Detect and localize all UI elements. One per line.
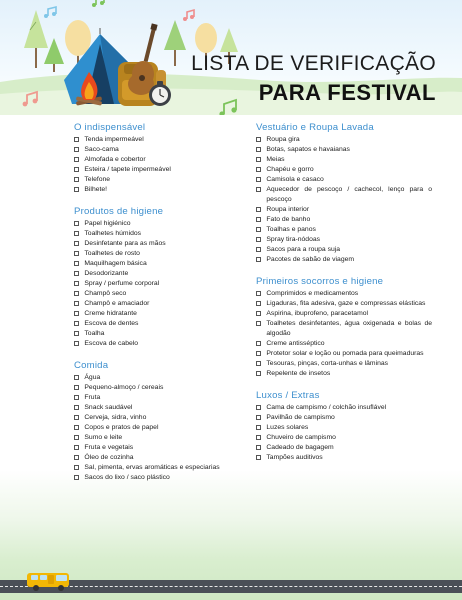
tree-icon (24, 10, 48, 68)
left-column (74, 122, 244, 494)
checklist-item (256, 349, 432, 359)
checkbox[interactable] (256, 425, 261, 430)
checklist (74, 135, 244, 195)
checkbox[interactable] (74, 405, 79, 410)
checklist-item (74, 259, 244, 269)
checkbox[interactable] (74, 385, 79, 390)
checkbox[interactable] (74, 167, 79, 172)
checklist-item-label: Esteira / tapete impermeável (84, 166, 171, 173)
checklist-item (256, 215, 432, 225)
checkbox[interactable] (256, 405, 261, 410)
checklist-item (256, 309, 432, 319)
checklist-item-label: Aspirina, ibuprofeno, paracetamol (266, 310, 369, 317)
checklist-item-label: Repelente de insetos (266, 370, 331, 377)
checklist-item (74, 393, 244, 403)
checkbox[interactable] (74, 445, 79, 450)
checklist-item (256, 319, 432, 339)
checklist-item (256, 245, 432, 255)
music-note-icon (219, 100, 236, 115)
checkbox[interactable] (74, 221, 79, 226)
checklist-item-label: Botas, sapatos e havaianas (266, 146, 350, 153)
checkbox[interactable] (74, 231, 79, 236)
checkbox[interactable] (256, 361, 261, 366)
checklist-item (256, 423, 432, 433)
checklist-item (74, 413, 244, 423)
checklist-item-label: Spray tira-nódoas (266, 236, 321, 243)
checklist-item-label: Roupa gira (266, 136, 300, 143)
checklist-item-label: Snack saudável (84, 404, 133, 411)
checklist-item (74, 185, 244, 195)
checklist-item (74, 229, 244, 239)
checklist-item-label: Champô e amaciador (84, 300, 150, 307)
checkbox[interactable] (74, 251, 79, 256)
checklist-item (74, 309, 244, 319)
checkbox[interactable] (256, 291, 261, 296)
checkbox[interactable] (256, 207, 261, 212)
checklist-item-label: Spray / perfume corporal (84, 280, 160, 287)
checklist-item (74, 219, 244, 229)
checkbox[interactable] (256, 301, 261, 306)
checkbox[interactable] (74, 321, 79, 326)
checkbox[interactable] (256, 137, 261, 142)
checklist-item (256, 205, 432, 215)
checklist-item (256, 433, 432, 443)
checkbox[interactable] (74, 435, 79, 440)
checkbox[interactable] (256, 415, 261, 420)
checklist-item-label: Pacotes de sabão de viagem (266, 256, 355, 263)
checklist-item (74, 249, 244, 259)
checklist-item (74, 463, 244, 473)
checklist-item (74, 339, 244, 349)
checklist-item (74, 373, 244, 383)
checkbox[interactable] (74, 455, 79, 460)
checklist-item-label: Ligaduras, fita adesiva, gaze e compressas elásticas (266, 300, 426, 307)
checkbox[interactable] (74, 261, 79, 266)
checkbox[interactable] (74, 311, 79, 316)
music-note-icon (23, 92, 38, 106)
checklist (256, 135, 432, 265)
checklist-item-label: Tampões auditivos (266, 454, 323, 461)
checklist-item (256, 413, 432, 423)
page-title-line-2: PARA FESTIVAL (258, 80, 436, 105)
checkbox[interactable] (256, 455, 261, 460)
checklist-item-label: Cadeado de bagagem (266, 444, 334, 451)
section-heading: Primeiros socorros e higiene (256, 276, 384, 287)
checklist-item (256, 289, 432, 299)
section-luxos-extras (256, 390, 432, 463)
checklist-item (74, 239, 244, 249)
checklist-item (74, 383, 244, 393)
checklist-item (256, 165, 432, 175)
checkbox[interactable] (74, 291, 79, 296)
checklist-item (256, 403, 432, 413)
music-note-icon (183, 10, 194, 21)
checkbox[interactable] (256, 237, 261, 242)
checklist-item-label: Fruta (84, 394, 101, 401)
checklist-item-label: Toalhetes desinfetantes, água oxigenada e bolas de algodão (266, 320, 432, 337)
checkbox[interactable] (256, 341, 261, 346)
checklist-item (256, 359, 432, 369)
checklist-item (74, 403, 244, 413)
checkbox[interactable] (74, 395, 79, 400)
checkbox[interactable] (74, 147, 79, 152)
checkbox[interactable] (256, 227, 261, 232)
checklist-item-label: Aquecedor de pescoço / cachecol, lenço para o pescoço (266, 186, 432, 203)
checklist (74, 219, 244, 349)
checklist-item-label: Escova de cabelo (84, 340, 139, 347)
checkbox[interactable] (74, 177, 79, 182)
checkbox[interactable] (74, 375, 79, 380)
checklist-item-label: Camisola e casaco (266, 176, 324, 183)
checklist-item-label: Toalhetes de rosto (84, 250, 140, 257)
checkbox[interactable] (74, 301, 79, 306)
checkbox[interactable] (256, 311, 261, 316)
section-heading: Produtos de higiene (74, 206, 164, 217)
checklist-item (74, 443, 244, 453)
checkbox[interactable] (74, 475, 79, 480)
checkbox[interactable] (74, 281, 79, 286)
checklist-item (74, 175, 244, 185)
checklist-item-label: Cama de campismo / colchão insuflável (266, 404, 387, 411)
checklist-item-label: Pequeno-almoço / cereais (84, 384, 164, 391)
checklist-item-label: Protetor solar e loção ou pomada para queimaduras (266, 350, 424, 357)
checklist-item-label: Sacos para a roupa suja (266, 246, 341, 253)
checkbox[interactable] (256, 187, 261, 192)
section-primeiros-socorros-e-higiene (256, 276, 432, 379)
checklist-item-label: Tesouras, pinças, corta-unhas e lâminas (266, 360, 389, 367)
checklist-item-label: Almofada e cobertor (84, 156, 146, 163)
checkbox[interactable] (256, 177, 261, 182)
checklist-item-label: Desinfetante para as mãos (84, 240, 166, 247)
section-produtos-de-higiene (74, 206, 244, 349)
checklist-item (74, 473, 244, 483)
checklist-item (256, 299, 432, 309)
checklist-item-label: Toalha (84, 330, 105, 337)
checklist-item (74, 289, 244, 299)
checklist-item-label: Sumo e leite (84, 434, 123, 441)
checklist-item-label: Saco-cama (84, 146, 119, 153)
checklist-item (256, 453, 432, 463)
checkbox[interactable] (74, 425, 79, 430)
checklist-item (74, 319, 244, 329)
checkbox[interactable] (256, 247, 261, 252)
checklist-item-label: Toalhetes húmidos (84, 230, 142, 237)
checklist-item (74, 453, 244, 463)
checklist-item-label: Óleo de cozinha (84, 454, 134, 461)
checkbox[interactable] (74, 271, 79, 276)
tree-icon (44, 38, 64, 72)
checkbox[interactable] (74, 465, 79, 470)
section-vestuario-e-roupa-lavada (256, 122, 432, 265)
checklist-item-label: Papel higiénico (84, 220, 131, 227)
section-heading: Comida (74, 360, 109, 371)
section-heading: Luxos / Extras (256, 390, 320, 401)
checklist-item (256, 235, 432, 245)
checklist-item (74, 155, 244, 165)
checkbox[interactable] (256, 217, 261, 222)
section-heading: O indispensável (74, 122, 146, 133)
checkbox[interactable] (74, 241, 79, 246)
checkbox[interactable] (74, 137, 79, 142)
checklist-item-label: Meias (266, 156, 285, 163)
checklist-item (74, 423, 244, 433)
checklist-item-label: Bilhete! (84, 186, 108, 193)
checklist-item (256, 369, 432, 379)
checklist-item (74, 433, 244, 443)
checklist-item-label: Champô seco (84, 290, 127, 297)
checklist-item (256, 255, 432, 265)
checklist-item-label: Copos e pratos de papel (84, 424, 159, 431)
checklist (74, 373, 244, 483)
checkbox[interactable] (256, 371, 261, 376)
checklist-item-label: Creme antisséptico (266, 340, 325, 347)
checkbox[interactable] (256, 167, 261, 172)
checkbox[interactable] (256, 157, 261, 162)
music-note-icon (92, 0, 104, 7)
checkbox[interactable] (74, 341, 79, 346)
checklist-item (256, 443, 432, 453)
checklist-item-label: Água (84, 374, 101, 381)
checklist-item (256, 225, 432, 235)
checklist-item-label: Pavilhão de campismo (266, 414, 335, 421)
checkbox[interactable] (256, 435, 261, 440)
checklist-item (256, 145, 432, 155)
checklist-item-label: Maquilhagem básica (84, 260, 147, 267)
checklist-item (74, 145, 244, 155)
checkbox[interactable] (256, 321, 261, 326)
checklist-item-label: Creme hidratante (84, 310, 137, 317)
checklist-item-label: Roupa interior (266, 206, 310, 213)
checklist-item-label: Tenda impermeável (84, 136, 144, 143)
checkbox[interactable] (256, 351, 261, 356)
checklist-item (256, 175, 432, 185)
checklist-item-label: Toalhas e panos (266, 226, 316, 233)
checklist-item-label: Fruta e vegetais (84, 444, 134, 451)
checklist-item-label: Desodorizante (84, 270, 129, 277)
checkbox[interactable] (256, 445, 261, 450)
checklist-item (256, 155, 432, 165)
section-o-indispensavel (74, 122, 244, 195)
section-comida (74, 360, 244, 483)
guitar-icon (128, 23, 158, 95)
checklist (256, 289, 432, 379)
checklist-item (74, 329, 244, 339)
checkbox[interactable] (256, 147, 261, 152)
tree-icon (164, 20, 186, 66)
checkbox[interactable] (74, 331, 79, 336)
checklist-item (74, 135, 244, 145)
checklist-item (256, 185, 432, 205)
checklist-item-label: Fato de banho (266, 216, 311, 223)
checklist-item-label: Comprimidos e medicamentos (266, 290, 359, 297)
checkbox[interactable] (256, 257, 261, 262)
checklist-item (74, 269, 244, 279)
checklist-item-label: Sacos do lixo / saco plástico (84, 474, 170, 481)
checklist-item-label: Cerveja, sidra, vinho (84, 414, 147, 421)
checklist-item-label: Sal, pimenta, ervas aromáticas e especiarias (84, 464, 220, 471)
checklist-item (74, 165, 244, 175)
checklist (256, 403, 432, 463)
checklist-item-label: Telefone (84, 176, 111, 183)
checklist-item (256, 339, 432, 349)
music-note-icon (44, 7, 56, 18)
checklist-item-label: Escova de dentes (84, 320, 139, 327)
checklist-item (74, 279, 244, 289)
checklist-item-label: Chapéu e gorro (266, 166, 314, 173)
checkbox[interactable] (74, 415, 79, 420)
section-heading: Vestuário e Roupa Lavada (256, 122, 374, 133)
checklist-item-label: Luzes solares (266, 424, 309, 431)
checkbox[interactable] (74, 157, 79, 162)
page-title-line-1: LISTA DE VERIFICAÇÃO (191, 52, 436, 75)
checklist-item (256, 135, 432, 145)
right-column (256, 122, 432, 474)
camper-van-icon (26, 571, 72, 591)
checklist-item-label: Chuveiro de campismo (266, 434, 336, 441)
checklist-item (74, 299, 244, 309)
checkbox[interactable] (74, 187, 79, 192)
